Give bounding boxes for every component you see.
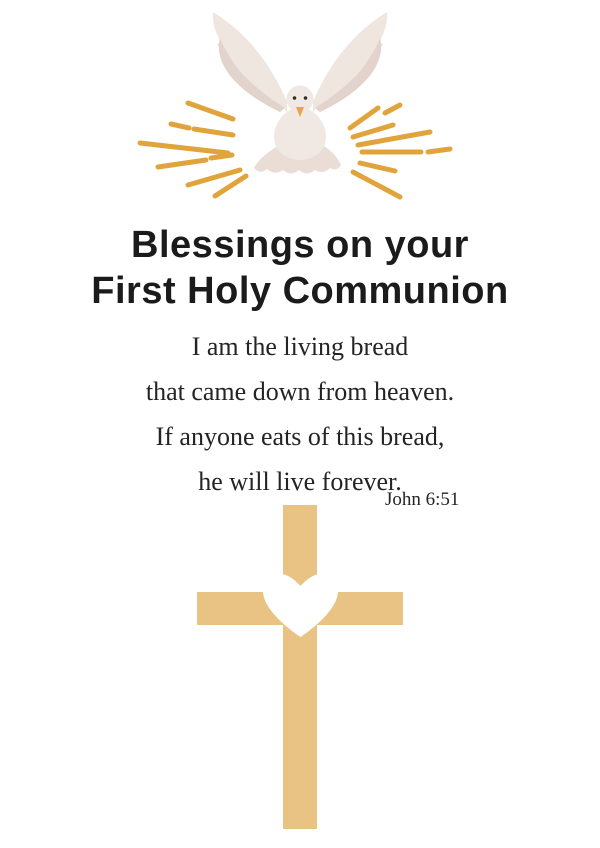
dove-right-eye	[304, 96, 308, 100]
dove-left-eye	[293, 96, 297, 100]
card-title-line2: First Holy Communion	[91, 270, 509, 312]
scripture-quote-line: he will live forever.	[198, 467, 402, 496]
cross-vertical-bar	[283, 505, 317, 829]
scripture-quote-line: that came down from heaven.	[145, 377, 455, 406]
dove-icon	[135, 0, 465, 240]
scripture-quote	[0, 324, 600, 504]
card-title	[0, 222, 600, 314]
cross-icon	[197, 505, 403, 829]
scripture-reference: John 6:51	[385, 489, 460, 510]
scripture-quote-line: If anyone eats of this bread,	[155, 422, 445, 451]
card-title-line1: Blessings on your	[131, 224, 469, 266]
scripture-quote-line: I am the living bread	[191, 332, 409, 361]
